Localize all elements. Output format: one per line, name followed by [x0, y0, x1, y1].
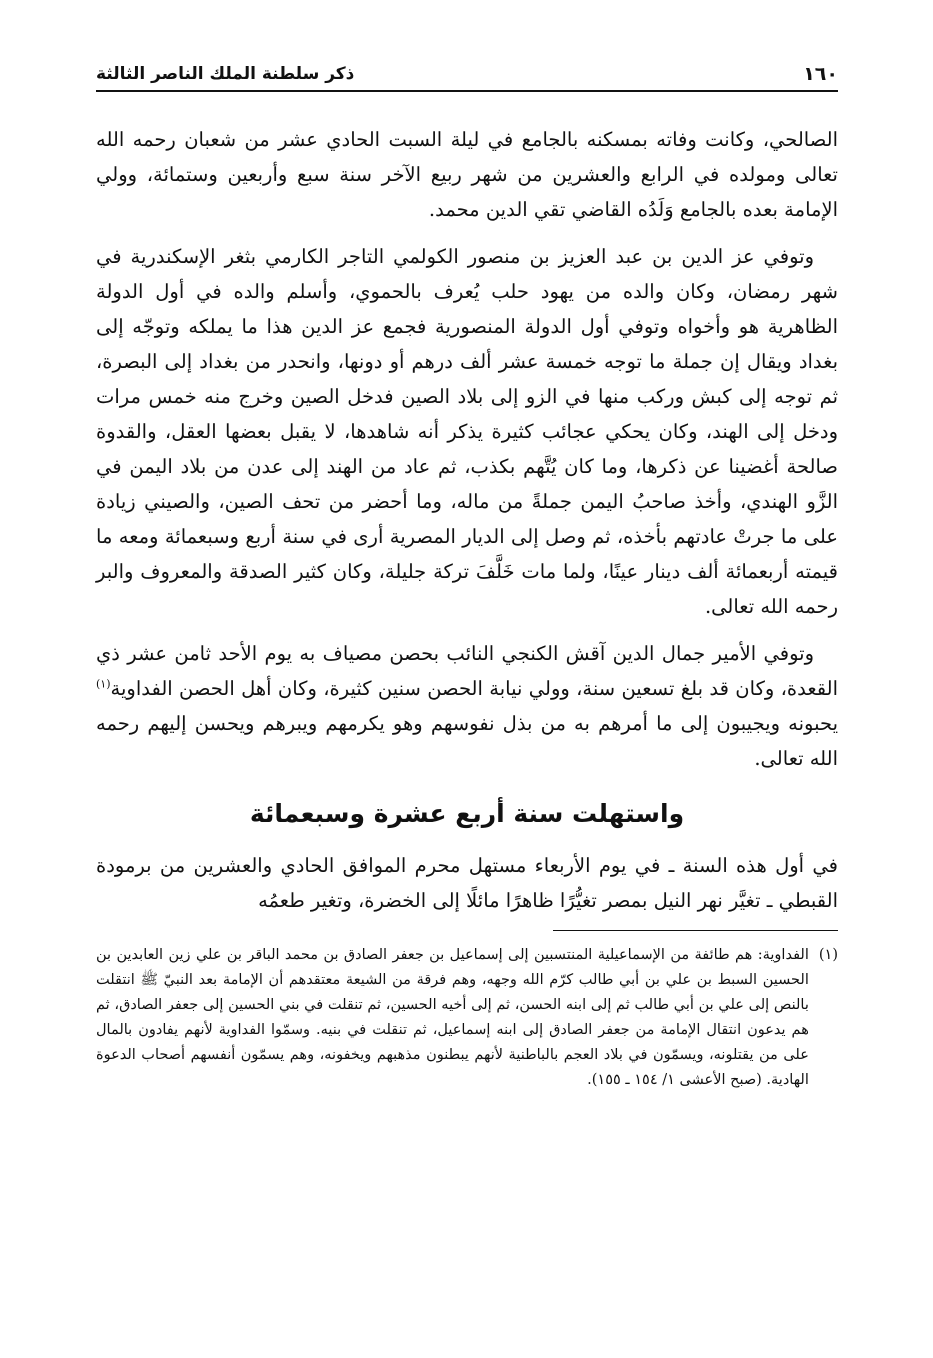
footnote-divider [553, 930, 838, 931]
main-text [96, 122, 838, 918]
page-number: ١٦٠ [803, 63, 838, 85]
paragraph-3-text-before: وتوفي الأمير جمال الدين آقش الكنجي النائب بحصن مصياف به يوم الأحد ثامن عشر ذي القعدة، وكان قد بلغ تسعين سنة، وولي نيابة الحصن سنين كثيرة، وكان أهل الحصن الفداوية [96, 642, 838, 700]
paragraph-4: في أول هذه السنة ـ في يوم الأربعاء مستهل محرم الموافق الحادي والعشرين من برمودة القبطي ـ تغيَّر نهر النيل بمصر تغيُّرًا ظاهرًا مائلًا إلى الخضرة، وتغير طعمُه [96, 854, 838, 912]
footnote-text: الفداوية: هم طائفة من الإسماعيلية المنتسبين إلى إسماعيل بن جعفر الصادق بن محمد الباقر بن علي زين العابدين بن الحسين السبط بن علي بن أبي طالب كرّم الله وجهه، وهم فرقة من الشيعة معتقدهم أن الإمامة بعد النبيّ ﷺ انتقلت بالنص إلى علي بن أبي طالب ثم إلى ابنه الحسن، ثم إلى أخيه الحسين، ثم تنقلت في بني الحسين إلى جعفر الصادق، ثم هم يدعون انتقال الإمامة من جعفر الصادق إلى ابنه إسماعيل، ثم تنقلت في بنيه. وسمّوا الفداوية لأنهم يفادون بالمال على من يقتلونه، ويسمّون في بلاد العجم بالباطنية لأنهم يبطنون مذهبهم ويخفونه، وهم يسمّون أنفسهم أصحاب الدعوة الهادية. (صبح الأعشى ١/ ١٥٤ ـ ١٥٥). [96, 947, 809, 1088]
running-title: ذكر سلطنة الملك الناصر الثالثة [96, 64, 355, 84]
paragraph-3 [96, 636, 838, 776]
section-heading: واستهلت سنة أربع عشرة وسبعمائة [249, 799, 685, 828]
paragraph-1: الصالحي، وكانت وفاته بمسكنه بالجامع في ليلة السبت الحادي عشر من شعبان رحمه الله تعالى ومولده في الرابع والعشرين من شهر ربيع الآخر سنة سبع وأربعين وستمائة، وولي الإمامة بعده بالجامع وَلَدُه القاضي تقي الدين محمد. [96, 128, 838, 221]
footnote-marker: (١) [818, 947, 838, 963]
page-header [96, 58, 838, 92]
footnote-reference[interactable]: (١) [96, 677, 111, 691]
footnote [96, 943, 838, 1093]
paragraph-2: وتوفي عز الدين بن عبد العزيز بن منصور الكولمي التاجر الكارمي بثغر الإسكندرية في شهر رمضان، وكان والده من يهود حلب يُعرف بالحموي، وأسلم والده في أول الدولة الظاهرية هو وأخواه وتوفي أول الدولة المنصورية فجمع عز الدين هذا ما يملكه وتوجّه إلى بغداد ويقال إن جملة ما توجه خمسة عشر ألف درهم أو دونها، وانحدر من بغداد إلى البصرة، ثم توجه إلى كبش وركب منها في الزو إلى بلاد الصين فدخل الصين وخرج منه خمس مرات ودخل إلى الهند، وكان يحكي عجائب كثيرة يذكر أنه شاهدها، لا يقبل بعضها العقل، والقدوة صالحة أغضينا عن ذكرها، وما كان يُتَّهم بكذب، ثم عاد من الهند إلى عدن من بلاد اليمن في الزَّو الهندي، وأخذ صاحبُ اليمن جملةً من ماله، وما أحضر من تحف الصين، والصيني زيادة على ما جرتْ عادتهم بأخذه، ثم وصل إلى الديار المصرية أرى في سنة أربع وسبعمائة ومعه ما قيمته أربعمائة ألف دينار عينًا، ولما مات خَلَّفَ تركة جليلة، وكان كثير الصدقة والمعروف والبر رحمه الله تعالى. [96, 245, 838, 618]
paragraph-3-text-after: يحبونه ويجيبون إلى ما أمرهم به من بذل نفوسهم وهو يكرمهم ويبرهم ويحسن إليهم رحمه الله تعالى. [96, 712, 838, 770]
book-page [96, 58, 838, 1093]
